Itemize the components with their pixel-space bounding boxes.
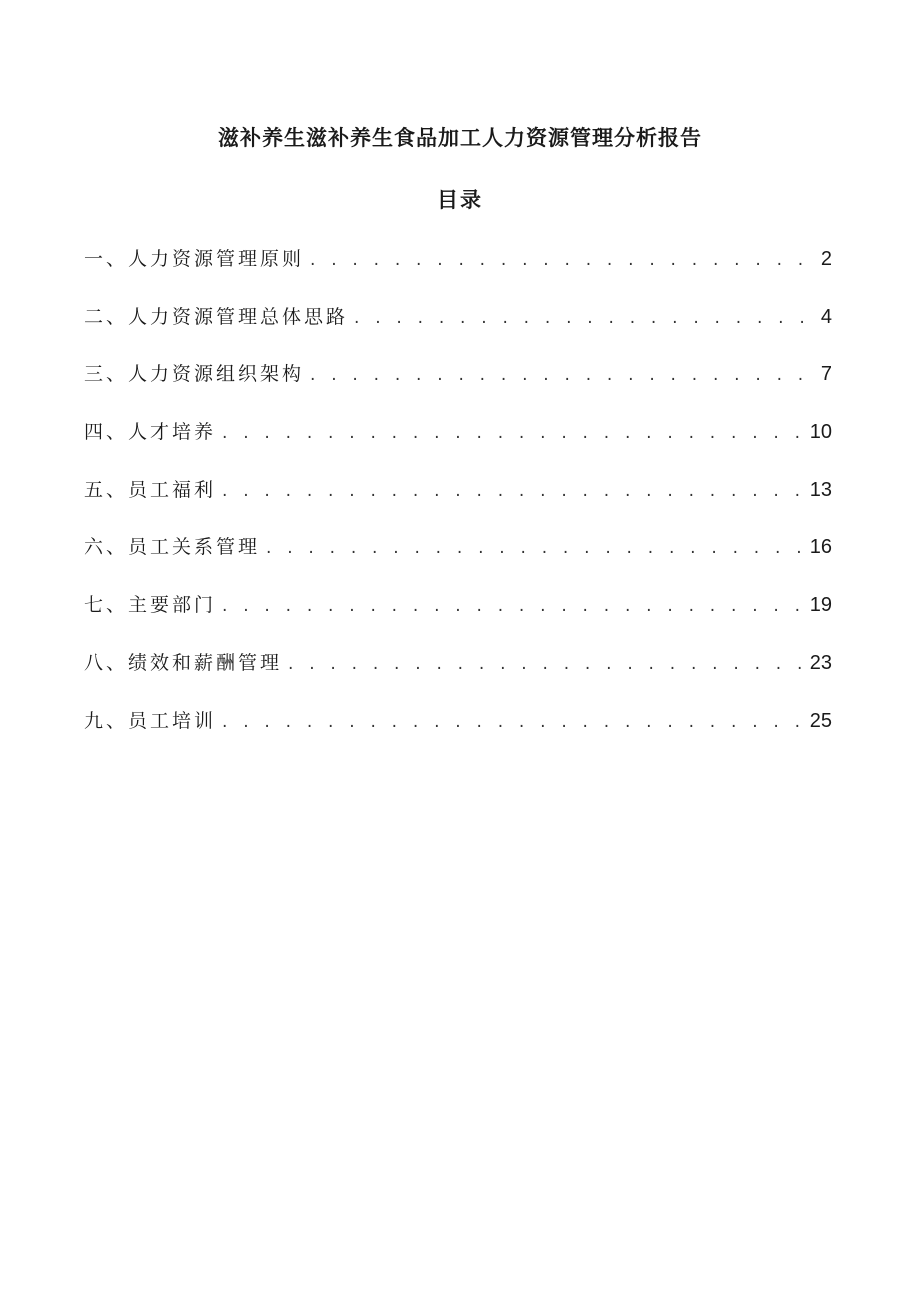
toc-entry-page: 19: [809, 594, 832, 617]
toc-entry[interactable]: [84, 359, 832, 417]
toc-dot-leader: [222, 591, 808, 621]
toc-entry-page: 25: [809, 709, 832, 732]
toc-dot-leader: [288, 649, 808, 679]
toc-entry-page: 16: [809, 536, 832, 559]
table-of-contents: [84, 244, 832, 763]
toc-entry-label: 九、员工培训: [84, 709, 217, 732]
toc-entry-page: 23: [809, 651, 832, 674]
toc-entry[interactable]: [84, 590, 832, 648]
toc-entry-label: 五、员工福利: [84, 478, 217, 501]
toc-dot-leader: [222, 418, 808, 448]
toc-entry-label: 二、人力资源管理总体思路: [84, 305, 349, 328]
toc-dot-leader: [222, 476, 808, 506]
toc-entry-page: 7: [820, 363, 832, 386]
toc-entry-page: 4: [820, 305, 832, 328]
toc-entry[interactable]: [84, 532, 832, 590]
toc-entry[interactable]: [84, 302, 832, 360]
toc-dot-leader: [222, 707, 808, 737]
toc-entry[interactable]: [84, 417, 832, 475]
toc-entry[interactable]: [84, 706, 832, 764]
toc-entry[interactable]: [84, 475, 832, 533]
toc-entry-page: 2: [820, 248, 832, 270]
toc-entry-label: 七、主要部门: [84, 594, 217, 617]
toc-dot-leader: [310, 245, 819, 275]
toc-entry-label: 四、人才培养: [84, 421, 217, 444]
toc-entry[interactable]: [84, 244, 832, 302]
toc-entry[interactable]: [84, 648, 832, 706]
toc-entry-label: 六、员工关系管理: [84, 536, 261, 559]
toc-heading: 目录: [437, 188, 483, 212]
toc-entry-page: 10: [809, 421, 832, 444]
toc-dot-leader: [310, 360, 819, 390]
toc-entry-label: 八、绩效和薪酬管理: [84, 651, 283, 674]
toc-entry-label: 一、人力资源管理原则: [84, 248, 305, 270]
toc-dot-leader: [266, 533, 808, 563]
document-title: 滋补养生滋补养生食品加工人力资源管理分析报告: [218, 126, 702, 150]
toc-dot-leader: [354, 303, 819, 333]
toc-entry-label: 三、人力资源组织架构: [84, 363, 305, 386]
toc-entry-page: 13: [809, 478, 832, 501]
